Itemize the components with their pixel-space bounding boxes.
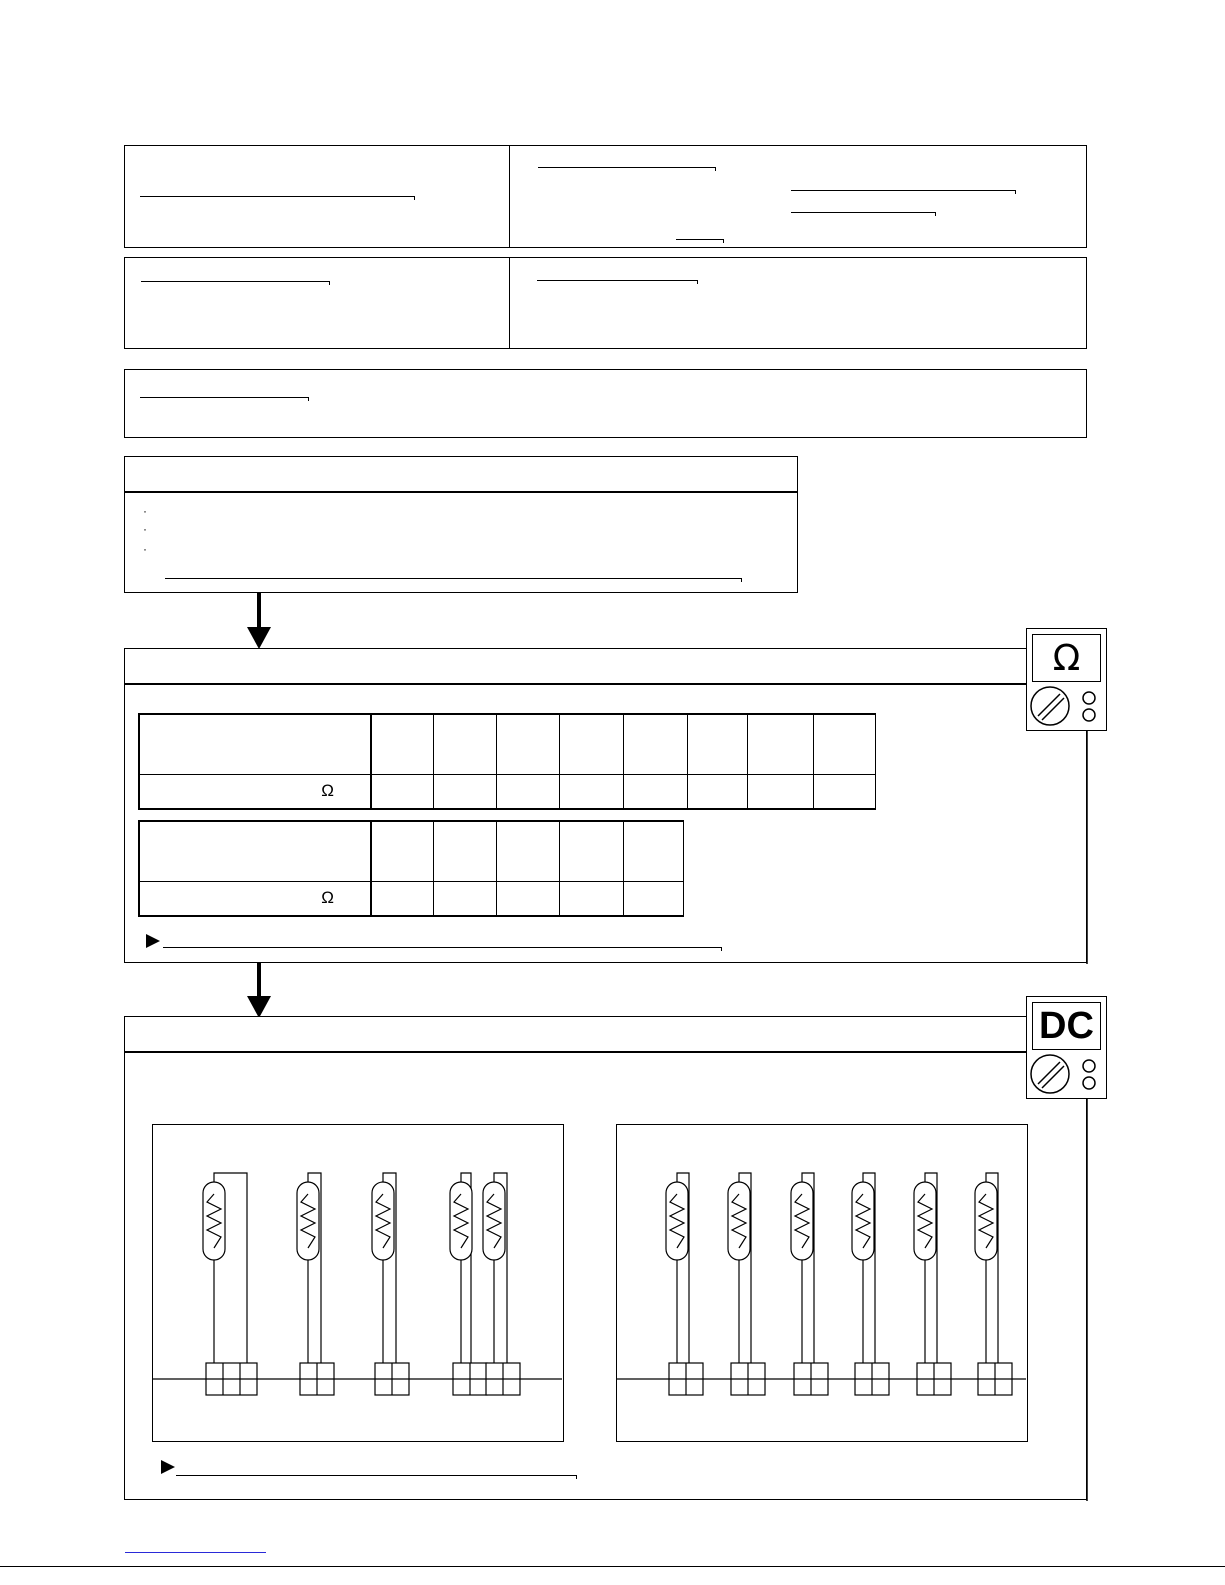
sensor-panel-left [152,1124,564,1442]
thermistor-sensor-icon [666,1173,703,1395]
voltage-check-header [125,1017,1030,1053]
voltage-check-box [124,1016,1087,1500]
footer-rule [0,1566,1225,1567]
thermistor-sensor-icon [203,1173,257,1395]
pointer-triangle-icon [146,934,160,948]
precautions-box [124,456,798,593]
meter-lead-line [1084,1098,1090,1501]
underline-field [176,1475,574,1476]
underline-field [791,212,933,213]
bullet: · [143,542,147,556]
precautions-header [125,457,797,493]
underline-field [537,280,695,281]
info-box-top-left [124,145,510,248]
ohmmeter-display: Ω [1052,637,1081,679]
pointer-triangle-icon [161,1460,175,1474]
thermistor-sensor-icon [852,1173,889,1395]
resistance-check-box [124,648,1087,963]
info-box-mid-left [124,257,510,349]
ohm-unit-label: Ω [139,774,371,809]
flow-arrow-down [246,962,272,1020]
thermistor-sensor-icon [791,1173,828,1395]
thermistor-sensor-icon [728,1173,765,1395]
ohm-unit-label: Ω [139,881,371,916]
dc-voltmeter-icon [1026,996,1107,1099]
thermistor-sensor-icon [975,1173,1012,1395]
resistance-check-header [125,649,1030,685]
underline-field [163,947,719,948]
thermistor-sensor-icon [450,1173,487,1395]
ohmmeter-icon [1026,628,1107,731]
voltmeter-display: DC [1039,1004,1094,1047]
info-box-wide [124,369,1087,438]
info-box-mid-right [509,257,1087,349]
underline-field [140,397,306,398]
meter-lead-line [1084,730,1090,964]
bullet: · [143,522,147,536]
underline-field [676,239,721,240]
underline-field [538,167,713,168]
underline-field [165,578,739,579]
thermistor-sensor-icon [483,1173,520,1395]
underline-field [140,196,412,197]
sensor-panel-right [616,1124,1028,1442]
bullet: · [143,504,147,518]
thermistor-sensor-icon [914,1173,951,1395]
footer-link[interactable] [125,1552,266,1553]
underline-field [141,281,327,282]
flow-arrow-down [246,593,272,651]
resistance-table-2 [138,820,684,917]
underline-field [791,190,1013,191]
resistance-table-1 [138,713,876,810]
info-box-top-right [509,145,1087,248]
thermistor-sensor-icon [297,1173,334,1395]
thermistor-sensor-icon [372,1173,409,1395]
